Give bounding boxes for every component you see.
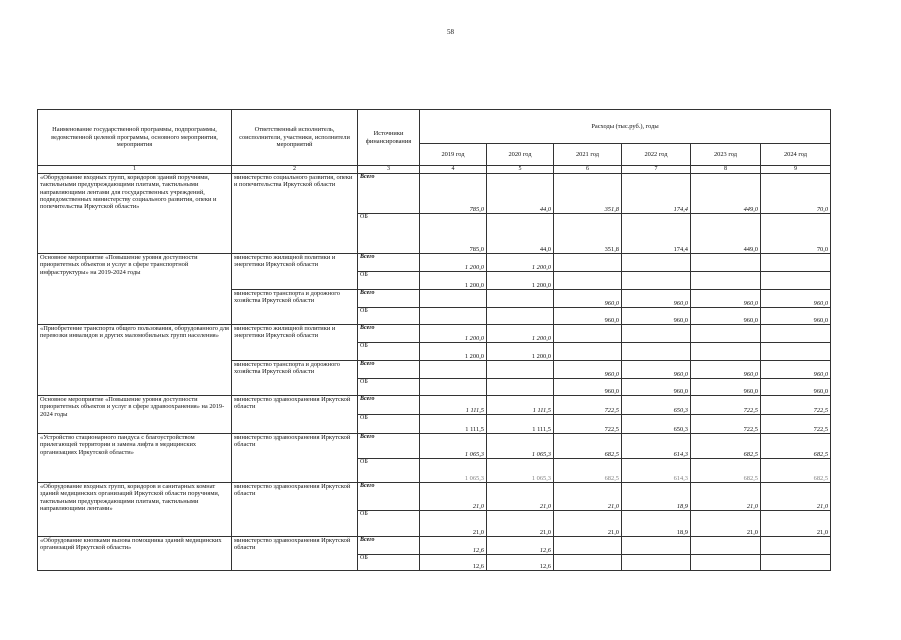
source-ob: ОБ: [358, 343, 420, 361]
value-cell: [554, 343, 622, 361]
value-cell: [761, 537, 831, 555]
value-cell: 1 200,0: [487, 254, 554, 272]
value-cell: 1 200,0: [487, 272, 554, 290]
value-cell: 174,4: [622, 214, 691, 254]
value-cell: 21,0: [761, 511, 831, 537]
value-cell: 1 111,5: [420, 396, 487, 415]
value-cell: 960,0: [761, 361, 831, 379]
executor-name: министерство социального развития, опеки и попечительства Иркутской области: [232, 174, 358, 254]
executor-name: министерство здравоохранения Иркутской области: [232, 483, 358, 537]
header-name: Наименование государственной программы, подпрограммы, ведомственной целевой программы, основного мероприятия, мероприятия: [38, 110, 232, 166]
value-cell: 682,5: [761, 434, 831, 459]
activity-name: «Оборудование входных групп, коридоров и санитарных комнат зданий медицинских организаций Иркутской области поручнями, тактильными предупреждающими плитами, тактильными направляющими лентами»: [38, 483, 232, 537]
value-cell: 960,0: [761, 308, 831, 325]
value-cell: 1 200,0: [420, 343, 487, 361]
source-total: Всего: [358, 483, 420, 511]
value-cell: 70,0: [761, 174, 831, 214]
value-cell: [554, 555, 622, 571]
value-cell: 1 200,0: [487, 325, 554, 343]
value-cell: 722,5: [761, 396, 831, 415]
value-cell: 960,0: [622, 308, 691, 325]
value-cell: [487, 290, 554, 308]
activity-name: «Оборудование кнопками вызова помощника зданий медицинских организаций Иркутской области»: [38, 537, 232, 571]
value-cell: [691, 254, 761, 272]
value-cell: [554, 325, 622, 343]
value-cell: 785,0: [420, 174, 487, 214]
source-ob: ОБ: [358, 214, 420, 254]
value-cell: 960,0: [691, 379, 761, 396]
value-cell: 614,3: [622, 459, 691, 483]
value-cell: 722,5: [761, 415, 831, 434]
table-row: [38, 434, 831, 459]
value-cell: 722,5: [691, 415, 761, 434]
value-cell: [420, 290, 487, 308]
value-cell: 682,5: [691, 459, 761, 483]
value-cell: 1 065,3: [487, 459, 554, 483]
value-cell: 21,0: [420, 511, 487, 537]
value-cell: [554, 537, 622, 555]
value-cell: 682,5: [554, 434, 622, 459]
value-cell: 614,3: [622, 434, 691, 459]
value-cell: 351,8: [554, 174, 622, 214]
table-row: [38, 325, 831, 343]
header-executor: Ответственный исполнитель, соисполнители, участники, исполнители мероприятий: [232, 110, 358, 166]
value-cell: [420, 379, 487, 396]
value-cell: 1 065,3: [420, 434, 487, 459]
table-row: [38, 174, 831, 214]
value-cell: 1 111,5: [487, 396, 554, 415]
source-total: Всего: [358, 254, 420, 272]
value-cell: 1 111,5: [420, 415, 487, 434]
source-ob: ОБ: [358, 511, 420, 537]
value-cell: 1 111,5: [487, 415, 554, 434]
value-cell: 960,0: [761, 379, 831, 396]
executor-name: министерство жилищной политики и энергетики Иркутской области: [232, 325, 358, 361]
value-cell: 21,0: [691, 511, 761, 537]
value-cell: 682,5: [761, 459, 831, 483]
value-cell: [622, 254, 691, 272]
value-cell: 1 065,3: [420, 459, 487, 483]
activity-name: Основное мероприятие «Повышение уровня доступности приоритетных объектов и услуг в сфере здравоохранения» на 2019-2024 годы: [38, 396, 232, 434]
column-index: 1: [38, 166, 232, 174]
executor-name: министерство жилищной политики и энергетики Иркутской области: [232, 254, 358, 290]
value-cell: 21,0: [691, 483, 761, 511]
value-cell: 1 200,0: [420, 325, 487, 343]
table-row: [38, 483, 831, 511]
value-cell: 351,8: [554, 214, 622, 254]
value-cell: [420, 361, 487, 379]
value-cell: 1 200,0: [420, 272, 487, 290]
source-total: Всего: [358, 174, 420, 214]
header-source: Источники финансирования: [358, 110, 420, 166]
header-expenses: Расходы (тыс.руб.), годы: [420, 110, 831, 144]
value-cell: [691, 555, 761, 571]
value-cell: [487, 308, 554, 325]
value-cell: [691, 343, 761, 361]
value-cell: 18,9: [622, 483, 691, 511]
header-year: 2022 год: [622, 144, 691, 166]
value-cell: [691, 272, 761, 290]
value-cell: 650,3: [622, 396, 691, 415]
value-cell: 21,0: [554, 511, 622, 537]
table-row: [38, 537, 831, 555]
value-cell: [622, 537, 691, 555]
column-index: 7: [622, 166, 691, 174]
value-cell: 1 065,3: [487, 434, 554, 459]
value-cell: 960,0: [691, 308, 761, 325]
source-total: Всего: [358, 537, 420, 555]
value-cell: [622, 272, 691, 290]
value-cell: 682,5: [691, 434, 761, 459]
value-cell: [622, 555, 691, 571]
value-cell: 960,0: [691, 361, 761, 379]
value-cell: [554, 254, 622, 272]
value-cell: 449,0: [691, 214, 761, 254]
table-row: [38, 396, 831, 415]
source-ob: ОБ: [358, 459, 420, 483]
value-cell: [761, 254, 831, 272]
column-index: 3: [358, 166, 420, 174]
value-cell: 1 200,0: [420, 254, 487, 272]
value-cell: 70,0: [761, 214, 831, 254]
activity-name: «Приобретение транспорта общего пользования, оборудованного для перевозки инвалидов и других маломобильных групп населения»: [38, 325, 232, 396]
executor-name: министерство транспорта и дорожного хозяйства Иркутской области: [232, 361, 358, 396]
source-total: Всего: [358, 396, 420, 415]
value-cell: 21,0: [487, 511, 554, 537]
executor-name: министерство здравоохранения Иркутской области: [232, 396, 358, 434]
value-cell: [622, 343, 691, 361]
value-cell: 44,0: [487, 174, 554, 214]
activity-name: «Устройство стационарного пандуса с благоустройством прилегающей территории и замена лифта в медицинских организациях Иркутской области»: [38, 434, 232, 483]
value-cell: 174,4: [622, 174, 691, 214]
value-cell: 722,5: [691, 396, 761, 415]
column-index: 2: [232, 166, 358, 174]
value-cell: 960,0: [761, 290, 831, 308]
value-cell: 785,0: [420, 214, 487, 254]
value-cell: 12,6: [487, 555, 554, 571]
source-total: Всего: [358, 325, 420, 343]
value-cell: 960,0: [554, 361, 622, 379]
source-total: Всего: [358, 361, 420, 379]
value-cell: [761, 272, 831, 290]
value-cell: 21,0: [420, 483, 487, 511]
source-ob: ОБ: [358, 308, 420, 325]
value-cell: 960,0: [554, 379, 622, 396]
value-cell: 960,0: [554, 290, 622, 308]
table-row: [38, 254, 831, 272]
value-cell: [691, 537, 761, 555]
source-total: Всего: [358, 290, 420, 308]
column-index: 9: [761, 166, 831, 174]
source-ob: ОБ: [358, 379, 420, 396]
activity-name: Основное мероприятие «Повышение уровня доступности приоритетных объектов и услуг в сфере транспортной инфраструктуры» на 2019-2024 годы: [38, 254, 232, 325]
value-cell: 960,0: [554, 308, 622, 325]
value-cell: 21,0: [487, 483, 554, 511]
value-cell: [487, 379, 554, 396]
value-cell: [622, 325, 691, 343]
value-cell: [554, 272, 622, 290]
value-cell: 21,0: [554, 483, 622, 511]
header-year: 2019 год: [420, 144, 487, 166]
source-total: Всего: [358, 434, 420, 459]
executor-name: министерство здравоохранения Иркутской области: [232, 537, 358, 571]
header-year: 2024 год: [761, 144, 831, 166]
value-cell: 650,3: [622, 415, 691, 434]
source-ob: ОБ: [358, 415, 420, 434]
value-cell: 960,0: [622, 361, 691, 379]
value-cell: 960,0: [622, 290, 691, 308]
column-index: 8: [691, 166, 761, 174]
executor-name: министерство транспорта и дорожного хозяйства Иркутской области: [232, 290, 358, 325]
source-ob: ОБ: [358, 555, 420, 571]
activity-name: «Оборудование входных групп, коридоров зданий поручнями, тактильными предупреждающими плитами, тактильными направляющими лентами для государственных учреждений, подведомственных министерству социального развития, опеки и попечительства Иркутской области»: [38, 174, 232, 254]
value-cell: 449,0: [691, 174, 761, 214]
page-number: 58: [447, 28, 454, 36]
value-cell: 1 200,0: [487, 343, 554, 361]
value-cell: 12,6: [420, 537, 487, 555]
value-cell: 960,0: [691, 290, 761, 308]
column-index: 4: [420, 166, 487, 174]
budget-table: [37, 109, 831, 571]
executor-name: министерство здравоохранения Иркутской области: [232, 434, 358, 483]
value-cell: 12,6: [420, 555, 487, 571]
value-cell: 44,0: [487, 214, 554, 254]
column-index: 5: [487, 166, 554, 174]
source-ob: ОБ: [358, 272, 420, 290]
header-year: 2020 год: [487, 144, 554, 166]
value-cell: [761, 325, 831, 343]
value-cell: 12,6: [487, 537, 554, 555]
header-year: 2023 год: [691, 144, 761, 166]
value-cell: 682,5: [554, 459, 622, 483]
value-cell: [761, 555, 831, 571]
header-year: 2021 год: [554, 144, 622, 166]
value-cell: 960,0: [622, 379, 691, 396]
value-cell: [761, 343, 831, 361]
value-cell: [420, 308, 487, 325]
column-index: 6: [554, 166, 622, 174]
value-cell: 722,5: [554, 396, 622, 415]
value-cell: [487, 361, 554, 379]
value-cell: 722,5: [554, 415, 622, 434]
value-cell: 18,9: [622, 511, 691, 537]
value-cell: 21,0: [761, 483, 831, 511]
value-cell: [691, 325, 761, 343]
